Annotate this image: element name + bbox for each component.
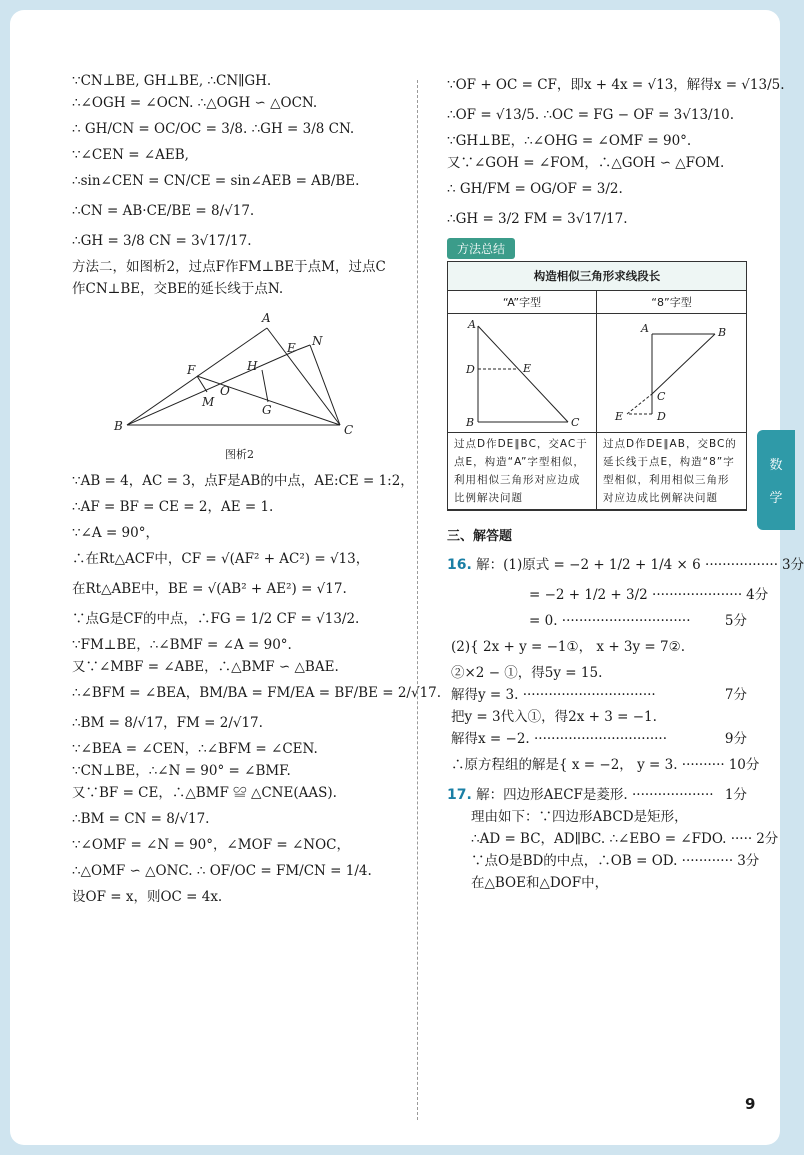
score: 9分 xyxy=(724,731,747,747)
section-title: 三、解答题 xyxy=(447,529,513,544)
answer-line xyxy=(447,662,747,684)
label-N: N xyxy=(312,334,323,348)
label-G: G xyxy=(262,403,272,417)
score: 1分 xyxy=(724,787,747,803)
answer-line xyxy=(447,850,760,872)
answer-line xyxy=(447,684,747,706)
left-column xyxy=(72,70,442,908)
method-desc-8: 过点D作DE∥AB，交BC的延长线于点E，构造“8”字型相似，利用相似三角形对应边成比例解决问题 xyxy=(597,433,746,510)
text-line: ∴ GH/CN = OC/OC = 3/8. ∴GH = 3/8 CN. xyxy=(72,121,355,137)
question-number: 16. xyxy=(447,557,472,573)
text-line: ∴CN = AB·CE/BE = 8/√17. xyxy=(72,203,255,219)
answer-text: 解：四边形AECF是菱形. ··················· xyxy=(476,787,714,803)
answer-line xyxy=(447,580,769,610)
text-line: ∵∠A = 90°， xyxy=(72,525,159,541)
answer-line xyxy=(447,750,760,780)
side-tab-char: 学 xyxy=(769,491,783,506)
fig-8-label-A: A xyxy=(641,322,649,335)
answer-line xyxy=(447,728,747,750)
text-line: 设OF = x，则OC = 4x. xyxy=(72,889,223,905)
score: 2分 xyxy=(756,831,779,847)
eight-shape-figure-cell xyxy=(597,314,746,433)
answer-line xyxy=(447,550,804,580)
eight-shape-figure xyxy=(597,314,745,432)
label-O: O xyxy=(220,384,230,398)
text-line: ∵∠OMF = ∠N = 90°，∠MOF = ∠NOC， xyxy=(72,837,350,853)
page-number: 9 xyxy=(745,1095,756,1113)
label-A: A xyxy=(262,311,271,325)
text-line: 又∵∠GOH = ∠FOM，∴△GOH ∽ △FOM. xyxy=(447,155,725,171)
text-line: 又∵∠MBF = ∠ABE，∴△BMF ∽ △BAE. xyxy=(72,659,339,675)
answer-text: 解：(1)原式 = −2 + 1/2 + 1/4 × 6 ················· xyxy=(476,557,778,573)
text-line: 在Rt△ABE中，BE = √(AB² + AE²) = √17. xyxy=(72,581,347,597)
answer-line xyxy=(447,806,747,828)
subject-side-tab xyxy=(757,430,795,530)
fig-a-label-C: C xyxy=(571,416,580,429)
score: 4分 xyxy=(746,587,769,603)
text-line: ∴在Rt△ACF中，CF = √(AF² + AC²) = √13， xyxy=(72,551,370,567)
fig-8-label-C: C xyxy=(657,390,666,403)
answer-text: = −2 + 1/2 + 3/2 ····················· xyxy=(529,587,743,603)
score xyxy=(743,806,747,828)
text-line: ∴ GH/FM = OG/OF = 3/2. xyxy=(447,181,623,197)
answer-text: (2){ 2x + y = −1①， x + 3y = 7②. xyxy=(451,639,686,655)
answer-text: ②×2 − ①，得5y = 15. xyxy=(451,665,603,681)
answer-line xyxy=(447,610,747,632)
text-line: ∵AB = 4，AC = 3，点F是AB的中点，AE:CE = 1:2， xyxy=(72,473,414,489)
right-column xyxy=(447,70,804,894)
fig-8-label-E: E xyxy=(615,410,624,423)
text-line: ∴BM = 8/√17，FM = 2/√17. xyxy=(72,715,263,731)
method-summary-box xyxy=(447,261,747,511)
answer-text: = 0. ······························ xyxy=(529,613,691,629)
text-line: ∵CN⊥BE, GH⊥BE, ∴CN∥GH. xyxy=(72,73,272,89)
fig-8-label-D: D xyxy=(657,410,666,423)
text-line: ∴sin∠CEN = CN/CE = sin∠AEB = AB/BE. xyxy=(72,173,360,189)
score: 3分 xyxy=(782,557,804,573)
answer-line xyxy=(447,828,779,850)
score xyxy=(743,662,747,684)
column-divider xyxy=(417,80,418,1120)
text-line: ∵FM⊥BE，∴∠BMF = ∠A = 90°. xyxy=(72,637,292,653)
text-line: ∴GH = 3/8 CN = 3√17/17. xyxy=(72,233,252,249)
text-line: ∵∠CEN = ∠AEB, xyxy=(72,147,189,163)
label-M: M xyxy=(202,395,215,409)
text-line: ∵CN⊥BE，∴∠N = 90° = ∠BMF. xyxy=(72,763,291,779)
method-desc-a: 过点D作DE∥BC，交AC于点E，构造“A”字型相似，利用相似三角形对应边成比例解决问题 xyxy=(448,433,597,510)
text-line: ∴∠BFM = ∠BEA，BM/BA = FM/EA = BF/BE = 2/√17. xyxy=(72,685,442,701)
method-summary-tag: 方法总结 xyxy=(447,238,515,259)
geometry-figure-2 xyxy=(72,300,407,440)
method-title: 构造相似三角形求线段长 xyxy=(448,262,746,290)
score: 10分 xyxy=(728,757,760,773)
text-line: 方法二，如图析2，过点F作FM⊥BE于点M，过点C xyxy=(72,259,386,275)
a-shape-figure xyxy=(448,314,596,432)
text-line: ∴BM = CN = 8/√17. xyxy=(72,811,210,827)
answer-line xyxy=(447,632,747,662)
answer-text: ∴AD = BC，AD∥BC. ∴∠EBO = ∠FDO. ····· xyxy=(471,831,753,847)
method-table xyxy=(448,290,746,510)
method-header-8: “8”字型 xyxy=(597,291,746,314)
question-17 xyxy=(447,784,779,894)
label-E: E xyxy=(287,341,296,355)
text-line: ∴OF = √13/5. ∴OC = FG − OF = 3√13/10. xyxy=(447,107,735,123)
answer-line xyxy=(447,784,747,806)
text-line: ∵∠BEA = ∠CEN，∴∠BFM = ∠CEN. xyxy=(72,741,318,757)
score: 5分 xyxy=(724,613,747,629)
text-line: ∴△OMF ∽ △ONC. ∴ OF/OC = FM/CN = 1/4. xyxy=(72,863,372,879)
a-shape-figure-cell xyxy=(448,314,597,433)
text-line: ∵点G是CF的中点，∴FG = 1/2 CF = √13/2. xyxy=(72,611,360,627)
question-16 xyxy=(447,550,804,780)
text-line: ∵OF + OC = CF，即x + 4x = √13，解得x = √13/5. xyxy=(447,77,785,93)
answer-text: 把y = 3代入①，得2x + 3 = −1. xyxy=(451,709,657,725)
answer-line xyxy=(447,872,747,894)
score xyxy=(743,632,747,662)
method-header-a: “A”字型 xyxy=(448,291,597,314)
figure-caption: 图析2 xyxy=(225,448,254,461)
text-line: 又∵BF = CE，∴△BMF ≌ △CNE(AAS). xyxy=(72,785,337,801)
score: 7分 xyxy=(724,687,747,703)
answer-line xyxy=(447,706,747,728)
text-line: 作CN⊥BE，交BE的延长线于点N. xyxy=(72,281,284,297)
answer-text: 解得y = 3. ······························· xyxy=(451,687,656,703)
text-line: ∴GH = 3/2 FM = 3√17/17. xyxy=(447,211,628,227)
answer-text: ∴原方程组的解是{ x = −2， y = 3. ·········· xyxy=(451,757,725,773)
fig-a-label-D: D xyxy=(466,363,475,376)
text-line: ∴∠OGH = ∠OCN. ∴△OGH ∽ △OCN. xyxy=(72,95,318,111)
fig-a-label-E: E xyxy=(523,362,532,375)
label-H: H xyxy=(247,359,258,373)
label-B: B xyxy=(114,419,123,433)
answer-text: 理由如下：∵四边形ABCD是矩形， xyxy=(471,809,688,825)
text-line: ∵GH⊥BE，∴∠OHG = ∠OMF = 90°. xyxy=(447,133,692,149)
score: 3分 xyxy=(737,853,760,869)
question-number: 17. xyxy=(447,787,472,803)
fig-8-label-B: B xyxy=(718,326,727,339)
label-C: C xyxy=(344,423,354,437)
fig-a-label-A: A xyxy=(468,318,476,331)
answer-text: 解得x = −2. ······························· xyxy=(451,731,668,747)
label-F: F xyxy=(187,363,196,377)
answer-text: ∵点O是BD的中点，∴OB = OD. ············ xyxy=(471,853,734,869)
page xyxy=(10,10,804,1145)
side-tab-char: 数 xyxy=(769,458,783,473)
answer-text: 在△BOE和△DOF中， xyxy=(471,875,609,891)
score xyxy=(743,706,747,728)
text-line: ∴AF = BF = CE = 2，AE = 1. xyxy=(72,499,274,515)
fig-a-label-B: B xyxy=(466,416,475,429)
score xyxy=(743,872,747,894)
